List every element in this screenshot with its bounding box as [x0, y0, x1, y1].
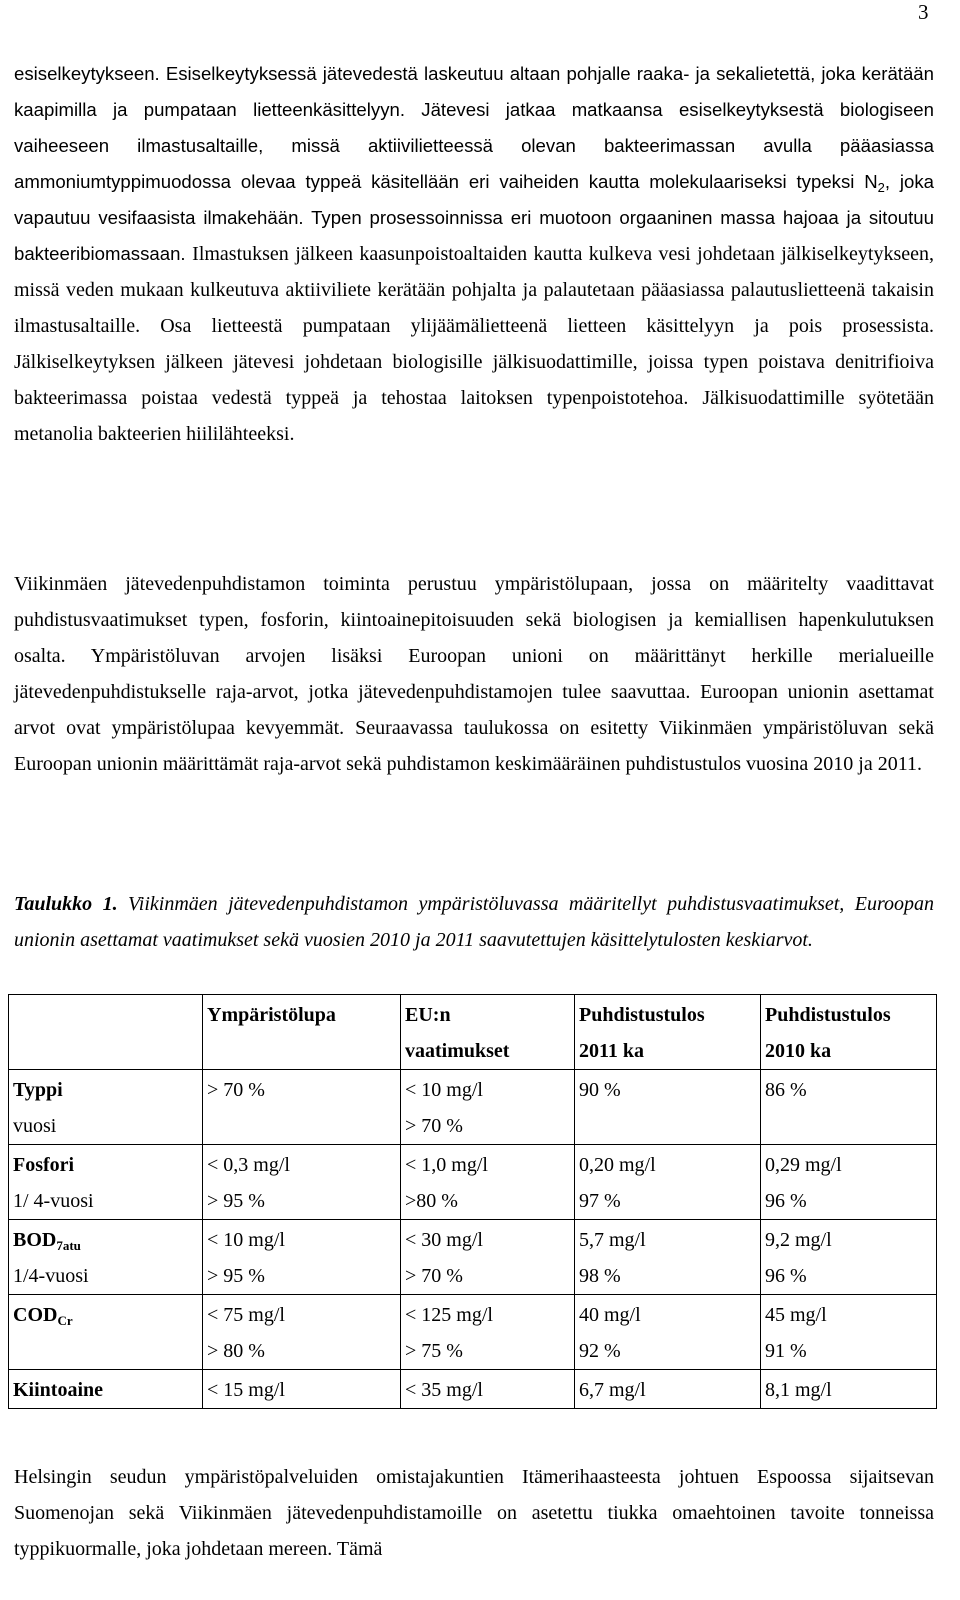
table-cell: 6,7 mg/l [575, 1370, 761, 1409]
caption-text: Viikinmäen jätevedenpuhdistamon ympäristöluvassa määritellyt puhdistusvaatimukset, Euroopan unionin asettamat vaatimukset sekä vuosien 2010 ja 2011 saavutettujen käsittelytulosten keskiarvot. [14, 893, 934, 951]
table-caption [14, 886, 934, 958]
table-row [9, 1220, 937, 1295]
paragraph-text: , joka vapautuu vesifaasista ilmakehään. Typen prosessoinnissa eri muotoon orgaaninen massa hajoaa ja sitoutuu bakteeribiomassaan. [14, 171, 934, 264]
table-cell: 9,2 mg/l 96 % [761, 1220, 937, 1295]
caption-label: Taulukko 1. [14, 893, 118, 915]
requirements-table [8, 994, 937, 1409]
row-header-nitrogen: Typpi vuosi [9, 1070, 203, 1145]
header-cell-result-2011: Puhdistustulos 2011 ka [575, 995, 761, 1070]
header-cell-eu: EU:n vaatimukset [401, 995, 575, 1070]
row-header-suspended-solids: Kiintoaine [9, 1370, 203, 1409]
table-cell: < 0,3 mg/l > 95 % [203, 1145, 401, 1220]
table-cell: < 10 mg/l > 70 % [401, 1070, 575, 1145]
table-cell: 8,1 mg/l [761, 1370, 937, 1409]
table-row [9, 1070, 937, 1145]
table-cell: < 15 mg/l [203, 1370, 401, 1409]
header-cell-result-2010: Puhdistustulos 2010 ka [761, 995, 937, 1070]
table-cell: > 70 % [203, 1070, 401, 1145]
paragraph-permit-description: Viikinmäen jätevedenpuhdistamon toiminta perustuu ympäristölupaan, jossa on määritelty vaadittavat puhdistusvaatimukset typen, fosforin, kiintoainepitoisuuden sekä biologisen ja kemiallisen hapenkulutuksen osalta. Ympäristöluvan arvojen lisäksi Euroopan unioni on määrittänyt herkille merialueille jätevedenpuhdistukselle raja-arvot, jotka jätevedenpuhdistamojen tulee saavuttaa. Euroopan unionin asettamat arvot ovat ympäristölupaa kevyemmät. Seuraavassa taulukossa on esitetty Viikinmäen ympäristöluvan sekä Euroopan unionin määrittämät raja-arvot sekä puhdistamon keskimääräinen puhdistustulos vuosina 2010 ja 2011. [14, 573, 934, 775]
row-header-cod: $COD_{Cr}$ [9, 1295, 203, 1370]
row-header-bod: $BOD_{7atu}$ 1/4-vuosi [9, 1220, 203, 1295]
table-cell: < 10 mg/l > 95 % [203, 1220, 401, 1295]
table-cell: 40 mg/l 92 % [575, 1295, 761, 1370]
paragraph-text: Ilmastuksen jälkeen kaasunpoistoaltaiden kautta kulkeva vesi johdetaan jälkiselkeytykseen, missä veden mukaan kulkeutuva aktiiviliete kerätään pohjalta ja palautetaan pääasiassa palautuslietteenä takaisin ilmastusaltaille. Osa lietteestä pumpataan ylijäämälietteenä lietteen käsittelyyn ja pois prosessista. Jälkiselkeytyksen jälkeen jätevesi johdetaan biologisille jälkisuodattimille, joissa typen poistava denitrifioiva bakteerimassa poistaa vedestä typpeä ja tehostaa laitoksen typenpoistotehoa. Jälkisuodattimille syötetään metanolia bakteerien hiililähteeksi. [14, 243, 934, 445]
table-cell: < 125 mg/l > 75 % [401, 1295, 575, 1370]
header-cell-permit: Ympäristölupa [203, 995, 401, 1070]
subscript: 2 [877, 180, 885, 195]
table-cell: < 75 mg/l > 80 % [203, 1295, 401, 1370]
table-cell: < 35 mg/l [401, 1370, 575, 1409]
table-header-row [9, 995, 937, 1070]
table-row [9, 1370, 937, 1409]
row-header-phosphorus: Fosfori 1/ 4-vuosi [9, 1145, 203, 1220]
paragraph-text: esiselkeytykseen. Esiselkeytyksessä jätevedestä laskeutuu altaan pohjalle raaka- ja sekalietettä, joka kerätään kaapimilla ja pumpataan lietteenkäsittelyyn. Jätevesi jatkaa matkaansa esiselkeytyksestä biologiseen vaiheeseen ilmastusaltaille, missä aktiivilietteessä olevan bakteerimassan avulla pääasiassa ammoniumtyppimuodossa olevaa typpeä käsitellään eri vaiheiden kautta molekulaariseksi typeksi N [14, 63, 934, 192]
paragraph-target-description: Helsingin seudun ympäristöpalveluiden omistajakuntien Itämerihaasteesta johtuen Espoossa sijaitsevan Suomenojan sekä Viikinmäen jätevedenpuhdistamoille on asetettu tiukka omaehtoinen tavoite tonneissa typpikuormalle, joka johdetaan mereen. Tämä [14, 1466, 934, 1560]
table-cell: 0,29 mg/l 96 % [761, 1145, 937, 1220]
page-number: 3 [918, 0, 929, 24]
table-cell: 90 % [575, 1070, 761, 1145]
table-cell: 86 % [761, 1070, 937, 1145]
table-cell: 0,20 mg/l 97 % [575, 1145, 761, 1220]
header-cell-empty [9, 995, 203, 1070]
paragraph-process-description [14, 56, 934, 452]
table-row [9, 1295, 937, 1370]
table-cell: 5,7 mg/l 98 % [575, 1220, 761, 1295]
table-cell: 45 mg/l 91 % [761, 1295, 937, 1370]
table-cell: < 30 mg/l > 70 % [401, 1220, 575, 1295]
table-row [9, 1145, 937, 1220]
table-cell: < 1,0 mg/l >80 % [401, 1145, 575, 1220]
